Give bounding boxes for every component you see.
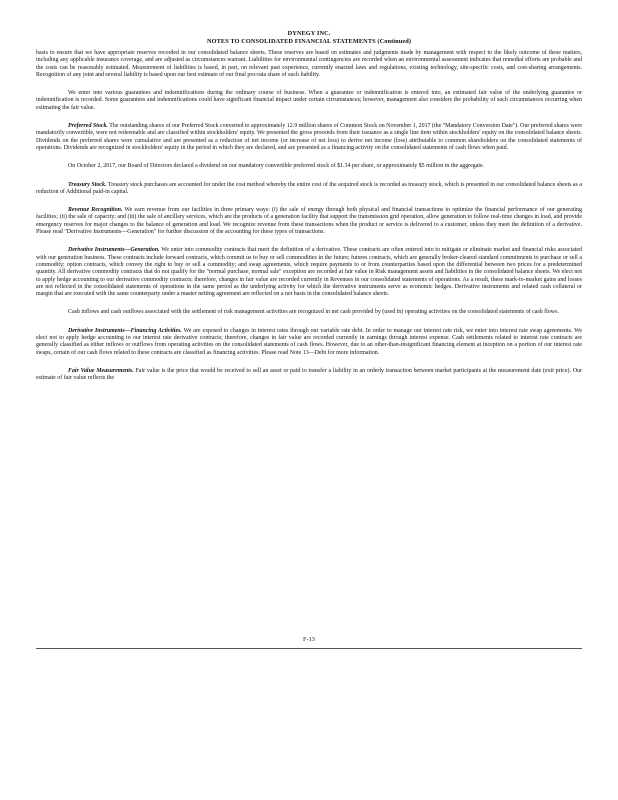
paragraph-dividend (36, 163, 582, 170)
page-number: F-13 (303, 636, 315, 643)
paragraph-guarantees (36, 90, 582, 112)
paragraph-heading: Fair Value Measurements. (68, 367, 134, 374)
paragraph-text: Treasury stock purchases are accounted for under the cost method whereby the entire cost of the acquired stock is recorded as treasury stock, which is presented in our consolidated balance sheets as a reduction of Additional paid-in capital. (36, 181, 583, 195)
paragraph-text: On October 2, 2017, our Board of Directors declared a dividend on our mandatory convertible preferred stock of $1.34 per share, or approximately $5 million in the aggregate. (68, 163, 485, 170)
paragraph-text: We are exposed to changes in interest rates through our variable rate debt. In order to manage our interest rate risk, we enter into interest rate swap agreements. We elect not to apply hedge accounting to our interest rate derivative contracts; therefore, changes in fair value are recorded currently in earnings through interest expense. Cash settlements related to interest rate contracts are generally classified as either inflows or outflows from operating activities on the consolidated statements of cash flows. However, due to an other-than-insignificant financing element at inception on a portion of our interest rate swaps, certain of our cash flows related to these contracts are classified as financing activities. Please read Note 13—Debt for more information. (36, 327, 582, 356)
paragraph-fair-value (36, 368, 582, 383)
paragraph-text: Fair value is the price that would be received to sell an asset or paid to transfer a liability in an orderly transaction between market participants at the measurement date (exit price). Our estimate of fair value reflects the (36, 367, 582, 382)
paragraph-derivatives-financing (36, 328, 582, 357)
paragraph-heading: Derivative Instruments—Generation. (68, 247, 160, 254)
company-name: DYNEGY INC. (287, 30, 331, 37)
document-page (36, 30, 583, 643)
paragraph-derivatives-generation (36, 247, 582, 298)
paragraph-heading: Revenue Recognition. (68, 207, 123, 214)
paragraph-text: The outstanding shares of our Preferred Stock converted to approximately 12.9 million shares of Common Stock on November 1, 2017 (the "Mandatory Conversion Date"). Our preferred shares were mandatorily convertible, were not redeemable and are classified within stockholders' equity. We presented the gross proceeds from their issuance as a single line item within stockholders' equity on the consolidated balance sheets. Dividends on the preferred shares were cumulative and are presented as a reduction of net income (or increase of net loss) to derive net income (loss) attributable to common shareholders on the consolidated statements of operations. Dividends are recognized in stockholders' equity in the period in which they are declared, and are presented as a financing activity on the consolidated statements of cash flows when paid. (36, 123, 583, 151)
paragraph-text: We enter into commodity contracts that meet the definition of a derivative. These contracts are often entered into to mitigate or eliminate market and financial risks associated with our generation business. These contracts include forward contracts, which commit us to buy or sell commodities in the future; futures contracts, which are generally broker-cleared standard commitments to purchase or sell a commodity; option contracts, which convey the right to buy or sell a commodity; and swap agreements, which require payments to or from counterparties based upon the differential between two prices for a predetermined quantity. All derivative commodity contracts that do not qualify for the "normal purchase, normal sale" exception are recorded at fair value in Risk management assets and liabilities in the consolidated balance sheets. We elect not to apply hedge accounting to our derivative commodity contracts; therefore, changes in fair value are recorded currently in Revenues in our consolidated statements of operations. As a result, these mark-to-market gains and losses are not reflected in the consolidated statements of operations in the same period as the underlying activity for which the derivative instruments serve as economic hedges. Derivative instruments and related cash collateral or margin that are executed with the same counterparty under a master netting agreement are reflected on a net basis in the consolidated balance sheets. (36, 247, 582, 298)
paragraph-treasury-stock (36, 182, 582, 197)
footer-rule (36, 648, 582, 649)
page-title: NOTES TO CONSOLIDATED FINANCIAL STATEMENTS (Continued) (206, 38, 412, 45)
paragraph-environmental (36, 50, 582, 79)
paragraph-heading: Derivative Instruments—Financing Activities. (68, 327, 182, 334)
paragraph-cash-flows (36, 309, 582, 316)
paragraph-text: basis to ensure that we have appropriate reserves recorded in our consolidated balance sheets. These reserves are based on estimates and judgments made by management with respect to the likely outcome of these matters, including any applicable insurance coverage, and are adjusted as circumstances warrant. Liabilities for environmental contingencies are recorded when an environmental assessment indicates that remedial efforts are probable and the costs can be reasonably estimated. Measurement of liabilities is based, in part, on relevant past experience, currently enacted laws and regulations, existing technology, site-specific costs, and cost-sharing arrangements. Recognition of any joint and several liability is based upon our best estimate of our final pro-rata share of such liability. (36, 50, 582, 78)
paragraph-heading: Treasury Stock. (68, 181, 107, 188)
paragraph-text: Cash inflows and cash outflows associated with the settlement of risk management activities are recognized in net cash provided by (used in) operating activities on the consolidated statements of cash flows. (68, 309, 559, 316)
paragraph-text: We earn revenue from our facilities in three primary ways: (i) the sale of energy through both physical and financial transactions to optimize the financial performance of our generating facilities; (ii) the sale of capacity; and (iii) the sale of ancillary services, which are the products of a generation facility that support the transmission grid operation, allow generation to follow real-time changes in load, and provide emergency reserves for major changes to the balance of generation and load. We recognize revenue from these transactions when the product or service is delivered to a customer, unless they meet the definition of a derivative. Please read "Derivative Instruments—Generation" for further discussion of the accounting for these types of transactions. (36, 207, 582, 236)
paragraph-heading: Preferred Stock. (68, 123, 108, 130)
paragraph-text: We enter into various guarantees and indemnifications during the ordinary course of business. When a guarantee or indemnification is entered into, an estimated fair value of the underlying guarantee or indemnification is recorded. Some guarantees and indemnifications could have significant financial impact under certain circumstances; however, management also considers the probability of such circumstances occurring when estimating the fair value. (36, 90, 582, 111)
paragraph-preferred-stock (36, 123, 582, 152)
paragraph-revenue-recognition (36, 207, 582, 236)
